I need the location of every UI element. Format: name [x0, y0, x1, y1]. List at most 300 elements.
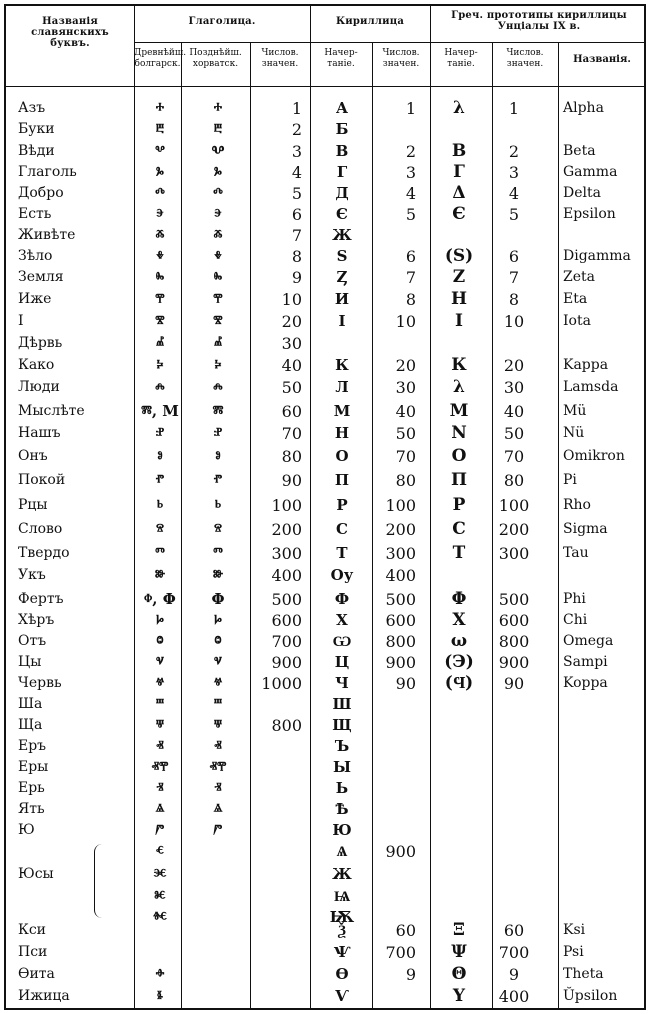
greek-numeric-cell: 10 [503, 312, 525, 331]
glag-bulgarian-cell: ⰸ [155, 268, 165, 286]
greek-name-cell [563, 565, 647, 586]
greek-name-cell: Tau [563, 545, 589, 561]
cyrillic-form-cell: А [335, 99, 349, 117]
table-row [6, 446, 644, 467]
glag-numeric-cell [252, 920, 302, 941]
cyrillic-numeric-cell: 200 [385, 520, 416, 539]
greek-numeric-cell: 700 [498, 943, 530, 962]
table-row [6, 225, 644, 246]
cyrillic-numeric-cell [372, 333, 416, 354]
glag-croatian-cell: ⰳ [214, 163, 222, 181]
greek-numeric-cell: 7 [508, 268, 520, 287]
glag-croatian-cell: ⱄ [214, 520, 222, 538]
letter-name-cell: Ю [18, 822, 35, 838]
greek-form-cell [434, 225, 484, 246]
glag-bulgarian-cell: ⱘ [154, 887, 166, 905]
glag-croatian-cell: ⱓ [213, 821, 223, 839]
cyrillic-numeric-cell: 8 [405, 290, 416, 309]
header-greek-numeric: Числов. значен. [506, 48, 544, 69]
letter-name-cell: Дѣрвь [18, 335, 63, 351]
letter-name-cell: Рцы [18, 497, 48, 513]
greek-numeric-cell: 300 [498, 544, 530, 563]
greek-name-cell: Alpha [563, 100, 604, 116]
glag-croatian-cell: Φ [211, 590, 225, 608]
glag-croatian-cell: ⱈ [214, 611, 222, 629]
cyrillic-form-cell: Ѕ [336, 247, 348, 265]
cyrillic-numeric-cell: 800 [385, 632, 416, 651]
table-row [6, 565, 644, 586]
glag-croatian-cell: ⰴ [213, 184, 223, 202]
greek-form-cell: К [451, 355, 467, 375]
greek-form-cell: λ [453, 98, 465, 118]
glag-numeric-cell: 10 [281, 290, 302, 309]
cyrillic-numeric-cell: 1 [405, 99, 416, 118]
glag-numeric-cell [252, 736, 302, 757]
greek-name-cell: Digamma [563, 248, 631, 264]
glag-croatian-cell: ⰵ [214, 205, 222, 223]
greek-name-cell: Psi [563, 944, 584, 960]
table-row [6, 778, 644, 799]
greek-form-cell: (Э) [444, 652, 474, 672]
glag-bulgarian-cell: ⱏⰹ [151, 758, 169, 776]
cyrillic-form-cell: Ж [332, 865, 352, 883]
greek-form-cell [434, 333, 484, 354]
glag-numeric-cell: 30 [281, 334, 302, 353]
cyrillic-form-cell: Ѵ [335, 987, 349, 1005]
glag-bulgarian-cell: ⱈ [156, 611, 164, 629]
greek-form-cell: Z [452, 267, 466, 287]
glag-croatian-cell: ⰱ [213, 120, 223, 138]
glag-numeric-cell: 500 [271, 590, 302, 609]
glag-croatian-cell: ⱆ [212, 566, 224, 584]
glag-croatian-cell [184, 864, 252, 885]
cyrillic-form-cell: Г [336, 163, 348, 181]
letter-name-cell: Земля [18, 269, 64, 285]
greek-numeric-cell: 80 [503, 471, 525, 490]
cyrillic-numeric-cell: 4 [405, 184, 416, 203]
glag-croatian-cell: ⱂ [213, 471, 223, 489]
greek-numeric-cell [493, 736, 535, 757]
cyrillic-numeric-cell [372, 715, 416, 736]
letter-name-cell: Ять [18, 801, 45, 817]
greek-form-cell: Г [453, 162, 465, 182]
letter-name-cell: І [18, 313, 24, 329]
cyrillic-form-cell: Д [335, 184, 349, 202]
letter-name-cell: Ижица [18, 988, 70, 1004]
glag-croatian-cell: ⱅ [213, 544, 223, 562]
table-row [6, 942, 644, 963]
greek-form-cell [434, 841, 484, 862]
greek-name-cell: Pi [563, 472, 577, 488]
glag-bulgarian-cell: ⱔ [156, 842, 164, 860]
glag-croatian-cell: ⰾ [213, 378, 223, 396]
glag-croatian-cell [184, 886, 252, 907]
cyrillic-form-cell [312, 333, 372, 354]
greek-numeric-cell [493, 841, 535, 862]
cyrillic-form-cell: Ж [332, 226, 352, 244]
greek-numeric-cell [493, 694, 535, 715]
glag-croatian-cell [184, 942, 252, 963]
letter-name-cell: Червь [18, 675, 62, 691]
glag-numeric-cell [252, 778, 302, 799]
table-row [6, 820, 644, 841]
cyrillic-form-cell: Ч [335, 674, 349, 692]
glag-bulgarian-cell: ⱄ [156, 520, 164, 538]
cyrillic-numeric-cell: 10 [395, 312, 416, 331]
greek-name-cell [563, 778, 647, 799]
table-row [6, 694, 644, 715]
greek-numeric-cell: 3 [508, 163, 520, 182]
glag-numeric-cell: 100 [271, 496, 302, 515]
glag-bulgarian-cell: ⰶ [155, 226, 165, 244]
letter-name-cell [18, 841, 136, 862]
glag-numeric-cell [252, 841, 302, 862]
glag-numeric-cell [252, 799, 302, 820]
glag-croatian-cell: ⰽ [214, 356, 222, 374]
cyrillic-form-cell: Т [336, 544, 348, 562]
cyrillic-numeric-cell: 60 [395, 921, 416, 940]
table-row [6, 119, 644, 140]
greek-name-cell [563, 799, 647, 820]
greek-form-cell [434, 565, 484, 586]
greek-numeric-cell [493, 757, 535, 778]
glag-bulgarian-cell: ⱚ [155, 965, 165, 983]
glag-bulgarian-cell: ⱛ [157, 987, 163, 1005]
cyrillic-numeric-cell [372, 986, 416, 1007]
cyrillic-form-cell: П [334, 471, 350, 489]
letter-name-cell: Юсы [18, 866, 54, 882]
glag-croatian-cell: ⱌ [214, 653, 222, 671]
glag-numeric-cell: 6 [291, 205, 302, 224]
glag-bulgarian-cell: ⱅ [155, 544, 165, 562]
letter-name-cell: Слово [18, 521, 63, 537]
letter-name-cell: Азъ [18, 100, 46, 116]
glag-numeric-cell: 8 [291, 247, 302, 266]
greek-numeric-cell: 8 [508, 290, 520, 309]
table-row [6, 377, 644, 398]
cyrillic-numeric-cell [372, 225, 416, 246]
cyrillic-numeric-cell: 700 [385, 943, 416, 962]
glag-croatian-cell: ⱋ [213, 716, 223, 734]
greek-numeric-cell: 50 [503, 424, 525, 443]
table-row [6, 715, 644, 736]
greek-form-cell [434, 886, 484, 907]
table-row [6, 333, 644, 354]
glag-numeric-cell: 7 [291, 226, 302, 245]
greek-numeric-cell [493, 864, 535, 885]
glag-numeric-cell: 2 [291, 120, 302, 139]
cyrillic-numeric-cell: 400 [385, 566, 416, 585]
glag-croatian-cell [184, 986, 252, 1007]
greek-numeric-cell [493, 565, 535, 586]
table-row [6, 423, 644, 444]
letter-name-cell: Ща [18, 717, 43, 733]
glag-croatian-cell: ⱃ [214, 496, 222, 514]
glag-bulgarian-cell: ⱏ [156, 737, 164, 755]
greek-numeric-cell [493, 778, 535, 799]
greek-numeric-cell: 200 [498, 520, 530, 539]
cyrillic-form-cell: І [338, 312, 346, 330]
table-row [6, 98, 644, 119]
greek-form-cell: Ξ [453, 920, 465, 940]
header-glagolitic: Глаголица. [188, 16, 256, 27]
cyrillic-form-cell: Р [336, 496, 348, 514]
glag-bulgarian-cell: ⱉ [156, 632, 164, 650]
greek-name-cell: Eta [563, 291, 588, 307]
glag-bulgarian-cell: ⰺ [155, 312, 165, 330]
greek-form-cell: Є [452, 204, 466, 224]
greek-name-cell: Kappa [563, 357, 609, 373]
letter-name-cell: Нашъ [18, 425, 61, 441]
cyrillic-form-cell: Ѣ [335, 800, 349, 818]
greek-form-cell: Н [450, 289, 468, 309]
glag-croatian-cell: ⱏⰹ [209, 758, 227, 776]
cyrillic-numeric-cell [372, 736, 416, 757]
letter-name-cell: Онъ [18, 448, 48, 464]
letter-name-cell [18, 886, 136, 907]
cyrillic-form-cell: О [335, 447, 349, 465]
cyrillic-numeric-cell: 80 [395, 471, 416, 490]
greek-numeric-cell: 30 [503, 378, 525, 397]
greek-form-cell: N [451, 423, 467, 443]
letter-name-cell: Добро [18, 185, 64, 201]
greek-name-cell [563, 841, 647, 862]
table-row [6, 162, 644, 183]
greek-numeric-cell: 100 [498, 496, 530, 515]
cyrillic-numeric-cell [372, 757, 416, 778]
glag-bulgarian-cell: ⱓ [155, 821, 165, 839]
greek-numeric-cell: 900 [498, 653, 530, 672]
letter-name-cell: Покой [18, 472, 66, 488]
greek-form-cell [434, 715, 484, 736]
glag-croatian-cell: ⰷ [214, 247, 222, 265]
glag-bulgarian-cell: ⱌ [156, 653, 164, 671]
cyrillic-form-cell: Оу [330, 566, 354, 584]
letter-name-cell: Мыслѣте [18, 403, 85, 419]
cyrillic-form-cell: Ѧ [336, 842, 348, 860]
glag-bulgarian-cell: ⱗ [153, 865, 167, 883]
greek-name-cell: Rho [563, 497, 591, 513]
greek-numeric-cell: 800 [498, 632, 530, 651]
table-row [6, 519, 644, 540]
glag-bulgarian-cell: ⱑ [155, 800, 165, 818]
glag-numeric-cell: 400 [271, 566, 302, 585]
glag-croatian-cell: ⱍ [213, 674, 223, 692]
greek-form-cell: Р [452, 495, 466, 515]
glag-numeric-cell: 70 [281, 424, 302, 443]
header-glag-numeric: Числов. значен. [261, 48, 299, 69]
letter-name-cell: Кси [18, 922, 47, 938]
cyrillic-form-cell: К [335, 356, 349, 374]
letter-name-cell: Твердо [18, 545, 70, 561]
cyrillic-form-cell: Є [336, 205, 348, 223]
greek-numeric-cell: 2 [508, 142, 520, 161]
table-row [6, 864, 644, 885]
letter-name-cell: Еры [18, 759, 49, 775]
alphabet-table [4, 4, 646, 1010]
glag-croatian-cell: ⰸ [213, 268, 223, 286]
glag-numeric-cell: 200 [271, 520, 302, 539]
glag-numeric-cell [252, 942, 302, 963]
divider [6, 86, 644, 87]
greek-name-cell: Sampi [563, 654, 608, 670]
glag-croatian-cell: ⱏ [214, 737, 222, 755]
header-greek-name: Названія. [573, 54, 631, 65]
glag-bulgarian-cell: ⰳ [156, 163, 164, 181]
letter-name-cell: Глаголь [18, 164, 77, 180]
table-row [6, 610, 644, 631]
glag-numeric-cell [252, 820, 302, 841]
greek-name-cell [563, 820, 647, 841]
glag-croatian-cell: ⱑ [213, 800, 223, 818]
cyrillic-form-cell: Ѭ [329, 908, 355, 926]
glag-croatian-cell: ⰹ [213, 290, 223, 308]
glag-bulgarian-cell: ⱋ [155, 716, 165, 734]
cyrillic-form-cell: Ѯ [338, 921, 346, 939]
glag-bulgarian-cell: ⱁ [157, 447, 163, 465]
header-cyr-numeric: Числов. значен. [382, 48, 420, 69]
header-greek: Греч. прототипы кириллицы Унціалы IX в. [451, 10, 627, 32]
table-row [6, 964, 644, 985]
glag-bulgarian-cell: ⱆ [154, 566, 166, 584]
table-row [6, 495, 644, 516]
glag-bulgarian-cell: ⰲ [155, 142, 165, 160]
glag-numeric-cell: 20 [281, 312, 302, 331]
letter-name-cell: Хѣръ [18, 612, 55, 628]
greek-name-cell: Ŭpsilon [563, 988, 618, 1004]
greek-numeric-cell [493, 886, 535, 907]
letter-name-cell: Фертъ [18, 591, 64, 607]
greek-form-cell [434, 778, 484, 799]
glag-croatian-cell: Ⰲ [211, 142, 225, 160]
greek-form-cell: І [455, 311, 463, 331]
divider [134, 42, 644, 43]
greek-name-cell: Gamma [563, 164, 618, 180]
glag-bulgarian-cell: ⰵ [156, 205, 164, 223]
greek-form-cell: Φ [451, 589, 467, 609]
glag-bulgarian-cell: ⰷ [156, 247, 164, 265]
cyrillic-form-cell: Ѡ [332, 632, 352, 650]
greek-name-cell: Chi [563, 612, 588, 628]
glag-bulgarian-cell: ⱇ, Φ [144, 590, 176, 608]
glag-croatian-cell: ⰼ [213, 334, 223, 352]
header-cyrillic: Кириллица [335, 16, 405, 27]
cyrillic-numeric-cell: 5 [405, 205, 416, 224]
greek-form-cell: В [451, 141, 467, 161]
letter-name-cell: Укъ [18, 567, 46, 583]
glag-bulgarian-cell: ⰹ [155, 290, 165, 308]
glag-bulgarian-cell: ⱀ [155, 424, 165, 442]
table-row [6, 543, 644, 564]
cyrillic-form-cell: Ф [334, 590, 350, 608]
letter-name-cell: Буки [18, 121, 55, 137]
greek-form-cell [434, 736, 484, 757]
glag-numeric-cell: 3 [291, 142, 302, 161]
greek-numeric-cell [493, 225, 535, 246]
greek-numeric-cell: 60 [503, 921, 525, 940]
glag-numeric-cell: 40 [281, 356, 302, 375]
greek-name-cell [563, 886, 647, 907]
table-row [6, 631, 644, 652]
table-row [6, 246, 644, 267]
letter-name-cell: Отъ [18, 633, 47, 649]
cyrillic-numeric-cell: 70 [395, 447, 416, 466]
greek-name-cell [563, 736, 647, 757]
table-row [6, 267, 644, 288]
cyrillic-form-cell: Л [335, 378, 349, 396]
glag-bulgarian-cell: ⰰ [155, 99, 165, 117]
letter-name-cell: Иже [18, 291, 52, 307]
greek-name-cell [563, 715, 647, 736]
glag-bulgarian-cell: ⰴ [155, 184, 165, 202]
glag-bulgarian-cell: ⱎ [155, 695, 165, 713]
glag-numeric-cell: 9 [291, 268, 302, 287]
glag-croatian-cell: ⱐ [214, 779, 222, 797]
glag-bulgarian-cell: ⱍ [155, 674, 165, 692]
letter-name-cell: Зѣло [18, 248, 53, 264]
greek-name-cell [563, 333, 647, 354]
greek-name-cell: Omikron [563, 448, 625, 464]
cyrillic-numeric-cell: 40 [395, 402, 416, 421]
table-row [6, 673, 644, 694]
glag-croatian-cell [184, 920, 252, 941]
glag-numeric-cell: 1 [291, 99, 302, 118]
glag-bulgarian-cell: ⱙ [153, 908, 167, 926]
header-glag-croatian: Позднѣйш. хорватск. [189, 48, 242, 69]
table-row [6, 183, 644, 204]
cyrillic-numeric-cell: 900 [385, 653, 416, 672]
glag-bulgarian-cell [137, 942, 183, 963]
cyrillic-numeric-cell: 100 [385, 496, 416, 515]
greek-numeric-cell: 40 [503, 402, 525, 421]
greek-numeric-cell: 1 [508, 99, 520, 118]
letter-name-cell: Живѣте [18, 227, 76, 243]
letter-name-cell: Ѳита [18, 966, 55, 982]
greek-numeric-cell: 20 [503, 356, 525, 375]
glag-numeric-cell: 4 [291, 163, 302, 182]
greek-numeric-cell: 500 [498, 590, 530, 609]
greek-form-cell [434, 119, 484, 140]
glag-bulgarian-cell: ⰱ [155, 120, 165, 138]
greek-form-cell: М [449, 401, 469, 421]
greek-numeric-cell: 90 [503, 674, 525, 693]
greek-numeric-cell: 9 [508, 965, 520, 984]
cyrillic-numeric-cell: 20 [395, 356, 416, 375]
cyrillic-numeric-cell [372, 820, 416, 841]
glag-numeric-cell: 700 [271, 632, 302, 651]
greek-name-cell [563, 119, 647, 140]
greek-form-cell [434, 694, 484, 715]
greek-form-cell: П [450, 470, 468, 490]
glag-numeric-cell [252, 986, 302, 1007]
glag-numeric-cell: 1000 [261, 674, 302, 693]
greek-name-cell: Lamsda [563, 379, 619, 395]
cyrillic-form-cell: Щ [332, 716, 352, 734]
cyrillic-form-cell: Ь [335, 779, 349, 797]
glag-numeric-cell [252, 694, 302, 715]
glag-croatian-cell: ⱉ [214, 632, 222, 650]
table-row [6, 311, 644, 332]
glag-croatian-cell: ⰶ [213, 226, 223, 244]
cyrillic-numeric-cell: 30 [395, 378, 416, 397]
cyrillic-form-cell: И [334, 290, 350, 308]
cyrillic-form-cell: Ц [334, 653, 350, 671]
greek-form-cell: (Ϥ) [444, 673, 474, 693]
greek-name-cell: Zeta [563, 269, 595, 285]
greek-numeric-cell: 600 [498, 611, 530, 630]
glag-croatian-cell: ⰺ [213, 312, 223, 330]
glag-bulgarian-cell: ⰼ [155, 334, 165, 352]
